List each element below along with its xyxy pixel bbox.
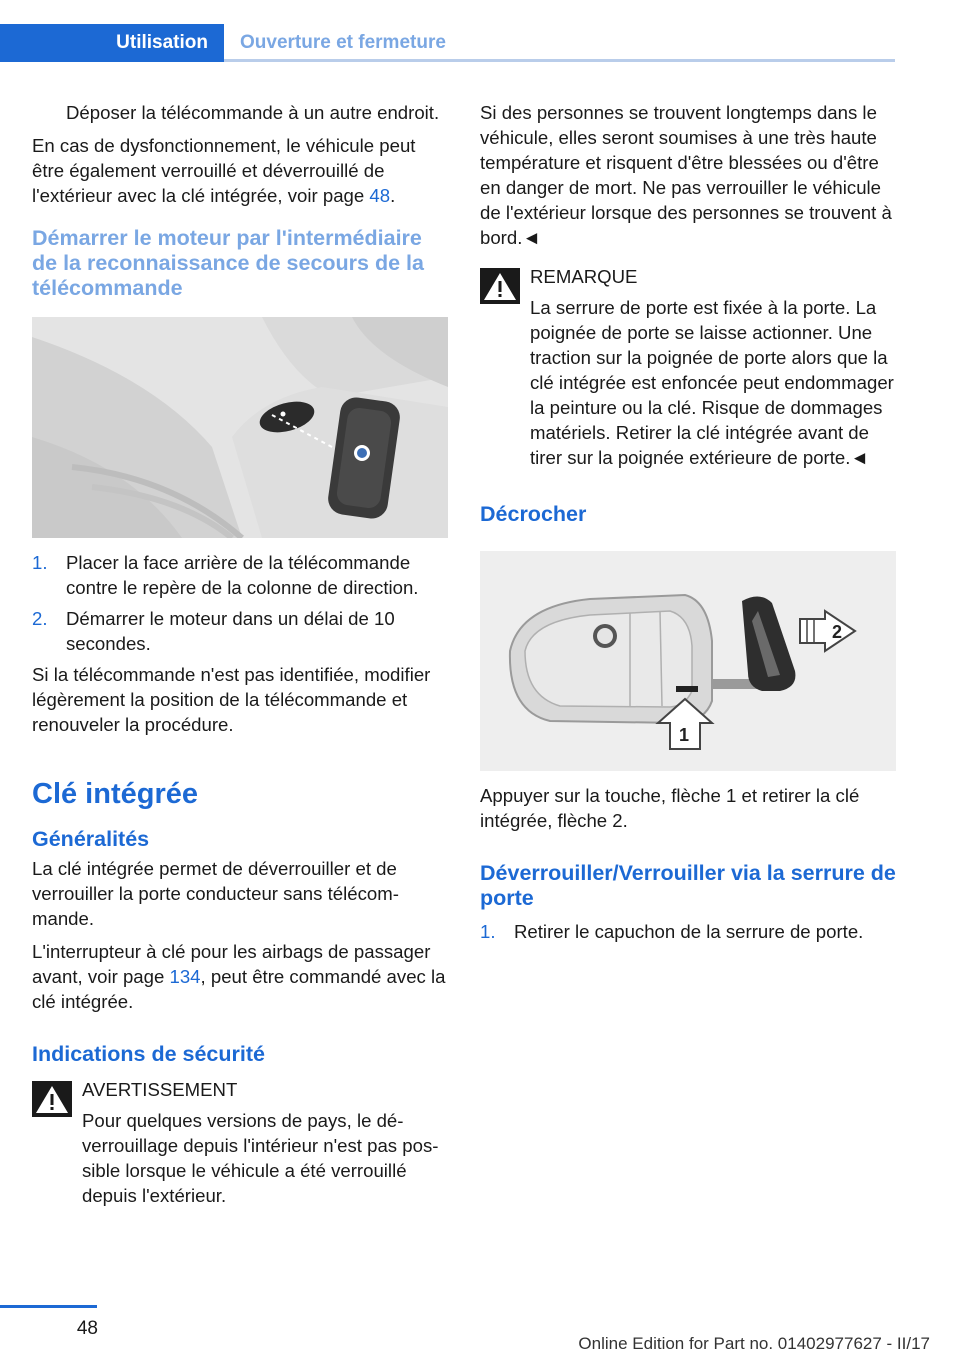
heading-cle-integree: Clé intégrée xyxy=(32,778,198,810)
tab-utilisation[interactable]: Utilisation xyxy=(0,24,224,62)
step-number: 1. xyxy=(480,921,496,942)
tab-underline xyxy=(224,59,895,62)
warning-label: AVERTISSEMENT xyxy=(82,1079,238,1100)
right-column xyxy=(480,100,896,950)
step-text: Démarrer le moteur dans un délai de 10 secondes. xyxy=(66,608,395,654)
tab-ouverture-fermeture[interactable]: Ouverture et fermeture xyxy=(240,32,446,53)
list-item xyxy=(32,606,448,656)
warning-text-content: Pour quelques versions de pays, le déverrouillage depuis l'intérieur n'est pas possible lorsque le véhicule a été verrouillé depuis l'extérieur. xyxy=(82,1110,439,1206)
step-number: 1. xyxy=(32,552,48,573)
arrow-label-1: 1 xyxy=(679,725,690,745)
intro-text: Déposer la télécommande à un autre endroit. xyxy=(66,102,440,123)
paragraph-text-end: . xyxy=(390,185,396,206)
left-column xyxy=(32,100,448,1216)
notice-label: REMARQUE xyxy=(530,266,638,287)
footer-rule xyxy=(0,1305,97,1308)
heading-generalites: Généralités xyxy=(32,827,150,851)
warning-icon xyxy=(32,1081,72,1117)
page-link-134[interactable]: 134 xyxy=(169,966,201,987)
page-link-48[interactable]: 48 xyxy=(369,185,391,206)
step-text: Retirer le capuchon de la serrure de porte. xyxy=(514,921,864,942)
paragraph-non-identifiee: Si la télécommande n'est pas identifiée, modifier légèrement la position de la télécommande et renouveler la procédure. xyxy=(32,664,431,735)
heading-indications-securite: Indications de sécurité xyxy=(32,1042,265,1066)
edition-text: Online Edition for Part no. 01402977627 - II/17 xyxy=(578,1334,930,1353)
paragraph-cle-integree: La clé intégrée permet de déverrouiller et de verrouiller la porte conducteur sans télécommande. xyxy=(32,858,399,929)
paragraph-text: En cas de dysfonctionnement, le véhicule peut être également verrouillé et déverrouillé de l'extérieur avec la clé intégrée, voir page xyxy=(32,135,416,206)
heading-decrocher: Décrocher xyxy=(480,502,587,526)
step-number: 2. xyxy=(32,608,48,629)
heading-deverrouiller-verrouiller: Déverrouiller/Verrouiller via la serrure de porte xyxy=(480,861,896,910)
steering-column-illustration xyxy=(32,317,448,538)
figure-key-removal xyxy=(480,551,896,771)
paragraph-appuyer: Appuyer sur la touche, flèche 1 et retirer la clé intégrée, flèche 2. xyxy=(480,785,860,831)
paragraph-personnes-vehicule: Si des personnes se trouvent longtemps dans le véhicule, elles seront soumises à une très haute température et risquent d'être blessées ou d'être en danger de mort. Ne pas verrouiller le véhicule de l'extérieur lorsque des personnes se trouvent à bord.◄ xyxy=(480,102,892,248)
notice-block xyxy=(480,264,896,470)
header-tabs xyxy=(0,24,895,62)
warning-icon xyxy=(480,268,520,304)
arrow-label-2: 2 xyxy=(832,622,843,642)
paragraph-text: L'interrupteur à clé pour les airbags de passager avant, voir page xyxy=(32,941,431,987)
paragraph-text-end: , peut être commandé avec la clé intégrée. xyxy=(32,966,446,1012)
heading-demarrer-moteur: Démarrer le moteur par l'intermédiaire de la reconnaissance de secours de la télécommande xyxy=(32,226,424,300)
warning-text xyxy=(32,1108,448,1208)
key-removal-illustration xyxy=(480,551,896,771)
steps-list-demarrer xyxy=(32,550,448,656)
step-text: Placer la face arrière de la télécommande contre le repère de la colonne de direction. xyxy=(66,552,419,598)
notice-text xyxy=(480,295,896,470)
figure-steering-column xyxy=(32,317,448,538)
page-number: 48 xyxy=(76,1318,98,1339)
paragraph-dysfonctionnement xyxy=(32,133,448,208)
steps-list-serrure xyxy=(480,919,896,944)
list-item xyxy=(480,919,896,944)
paragraph-interrupteur xyxy=(32,939,448,1014)
warning-block xyxy=(32,1077,448,1208)
list-item xyxy=(32,550,448,600)
notice-text-content: La serrure de porte est fixée à la porte. La poignée de porte se laisse actionner. Une traction sur la poignée de porte alors que la clé intégrée est enfoncée peut endommager la peinture ou la clé. Risque de dommages matériels. Retirer la clé intégrée avant de tirer sur la poignée extérieure de porte.◄ xyxy=(530,297,894,468)
